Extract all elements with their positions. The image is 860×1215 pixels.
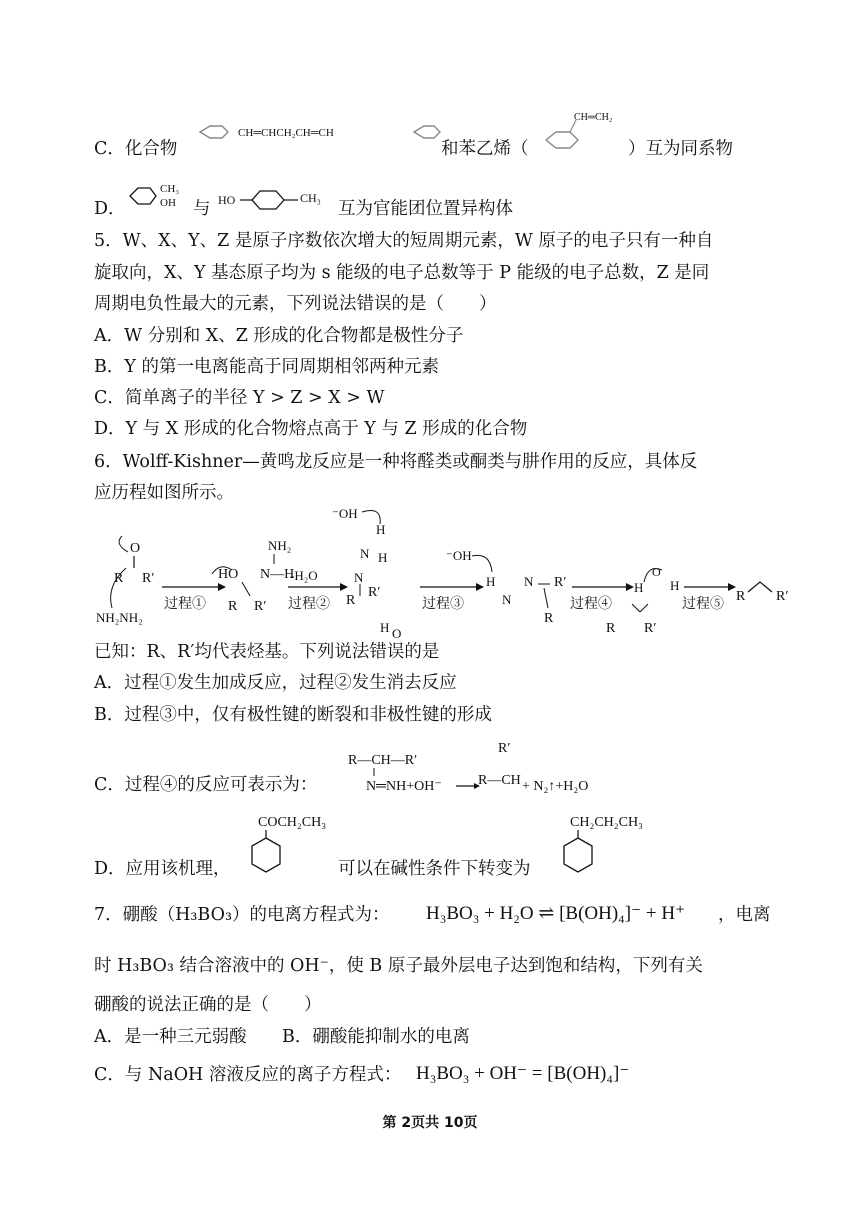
q7-stem-prefix: 7．硼酸（H₃BO₃）的电离方程式为： [94, 905, 390, 925]
scheme-r2: R [228, 599, 238, 614]
scheme-n4: N [524, 574, 534, 589]
q7-option-b: B．硼酸能抑制水的电离 [282, 1027, 470, 1047]
q6-known: 已知：R、R′均代表烃基。下列说法错误的是 [94, 642, 440, 662]
scheme-step5-label: 过程⑤ [682, 597, 724, 612]
q6-option-a: A．过程①发生加成反应，过程②发生消去反应 [94, 673, 457, 693]
page-footer: 第 2页共 10页 [382, 1115, 478, 1131]
wolff-kishner-mechanism-scheme [92, 500, 802, 640]
scheme-nh2: NH₂ [268, 538, 292, 553]
scheme-minus-water: -H₂O [290, 568, 318, 583]
scheme-o-water: O [392, 626, 402, 640]
scheme-r3-prime: R′ [368, 585, 381, 600]
o-cresol-oh-label: OH [160, 197, 176, 209]
scheme-ketone-o: O [130, 541, 141, 556]
scheme-h5: H [634, 580, 644, 595]
scheme-r1: R [114, 571, 124, 586]
eq-product-top: R′ [498, 741, 511, 756]
q7-option-a: A．是一种三元弱酸 [94, 1027, 247, 1047]
q4-option-c-prefix: C．化合物 [94, 139, 178, 159]
scheme-r5-prime: R′ [644, 621, 657, 636]
scheme-hydroxide-2: ⁻OH [446, 548, 472, 563]
q5-stem-line3: 周期电负性最大的元素，下列说法错误的是（ ） [94, 294, 497, 314]
scheme-r1-prime: R′ [142, 571, 155, 586]
q5-stem-line1: 5．W、X、Y、Z 是原子序数依次增大的短周期元素，W 原子的电子只有一种自 [94, 231, 714, 251]
scheme-hydroxide-1: ⁻OH [332, 506, 358, 521]
q5-option-c: C．简单离子的半径 Y > Z > X > W [94, 388, 385, 408]
q7-option-c-equation: H₃BO₃ + OH⁻ = [B(OH)₄]⁻ [416, 1063, 630, 1084]
styrene-vinyl-label: CH═CH₂ [574, 112, 613, 123]
scheme-step2-label: 过程② [288, 597, 330, 612]
q6-stem-line2: 应历程如图所示。 [94, 483, 234, 503]
scheme-r6: R [736, 589, 746, 604]
q5-stem-line2: 旋取向，X、Y 基态原子均为 s 能级的电子总数等于 P 能级的电子总数，Z 是同 [94, 263, 710, 283]
q6-option-b: B．过程③中，仅有极性键的断裂和非极性键的形成 [94, 705, 492, 725]
p-cresol-ch3-label: CH₃ [300, 191, 321, 205]
scheme-r5: R [606, 621, 616, 636]
scheme-hydrazine: NH₂NH₂ [96, 610, 143, 625]
q4-option-d-prefix: D． [94, 199, 126, 219]
o-cresol-structure [124, 178, 194, 218]
scheme-n2: N [354, 570, 364, 585]
q4-option-d-with: 与 [193, 199, 211, 219]
scheme-n1: N [360, 546, 370, 561]
q4-option-c-suffix: ）互为同系物 [628, 139, 733, 159]
scheme-step4-label: 过程④ [570, 597, 612, 612]
scheme-r4-prime: R′ [554, 575, 567, 590]
q5-option-b: B．Y 的第一电离能高于同周期相邻两种元素 [94, 357, 439, 377]
scheme-step1-label: 过程① [164, 597, 206, 612]
q7-ionization-equation: H₃BO₃ + H₂O ⇌ [B(OH)₄]⁻ + H⁺ [426, 903, 686, 924]
structure-chain-label: CH═CHCH₂CH═CH [238, 127, 334, 139]
q7-stem-suffix: ，电离 [718, 905, 771, 925]
q6-option-d-prefix: D．应用该机理， [94, 859, 231, 879]
scheme-h5b: H [670, 578, 680, 593]
scheme-r6-prime: R′ [776, 589, 789, 604]
eq-tail: + N₂↑+H₂O [522, 779, 589, 794]
scheme-n-h: N—H [260, 567, 295, 582]
eq-product: R—CH [478, 773, 521, 788]
q5-option-d: D．Y 与 X 形成的化合物熔点高于 Y 与 Z 形成的化合物 [94, 419, 528, 439]
q7-stem-line2: 时 H₃BO₃ 结合溶液中的 OH⁻，使 B 原子最外层电子达到饱和结构，下列有关 [94, 956, 703, 976]
eq-reactant-bottom: N═NH+OH⁻ [366, 779, 442, 794]
q6-option-c-prefix: C．过程④的反应可表示为： [94, 775, 318, 795]
propiophenone-label: COCH₂CH₃ [258, 815, 327, 830]
q6-option-d-mid: 可以在碱性条件下转变为 [338, 859, 531, 879]
q7-stem-line3: 硼酸的说法正确的是（ ） [94, 995, 322, 1015]
q4-option-c-mid: 和苯乙烯（ [441, 139, 529, 159]
q4-option-d-suffix: 互为官能团位置异构体 [338, 199, 513, 219]
scheme-r2-prime: R′ [254, 599, 267, 614]
p-cresol-ho-label: HO [218, 193, 236, 207]
p-cresol-structure [214, 186, 338, 214]
eq-reactant-top: R—CH—R′ [348, 753, 418, 768]
scheme-h4: H [486, 574, 496, 589]
propylbenzene-label: CH₂CH₂CH₃ [570, 815, 643, 830]
propiophenone-structure [240, 808, 350, 878]
scheme-r3: R [346, 593, 356, 608]
scheme-h-top: H [376, 522, 386, 537]
q7-option-c-prefix: C．与 NaOH 溶液反应的离子方程式： [94, 1065, 402, 1085]
scheme-h-side: H [378, 550, 388, 565]
scheme-h-water: H [380, 620, 390, 635]
scheme-o5: O [652, 565, 661, 579]
o-cresol-ch3-label: CH₃ [160, 183, 180, 195]
q6-stem-line1: 6．Wolff-Kishner—黄鸣龙反应是一种将醛类或酮类与肼作用的反应，具体反 [94, 452, 698, 472]
q5-option-a: A．W 分别和 X、Z 形成的化合物都是极性分子 [94, 326, 464, 346]
dibenzyl-diene-structure [186, 112, 446, 156]
styrene-structure [538, 108, 630, 156]
propylbenzene-structure [552, 808, 672, 878]
process4-equation [340, 738, 640, 808]
scheme-ho: HO [218, 567, 239, 582]
scheme-n3: N [502, 592, 512, 607]
scheme-step3-label: 过程③ [422, 597, 464, 612]
scheme-r4: R [544, 611, 554, 626]
